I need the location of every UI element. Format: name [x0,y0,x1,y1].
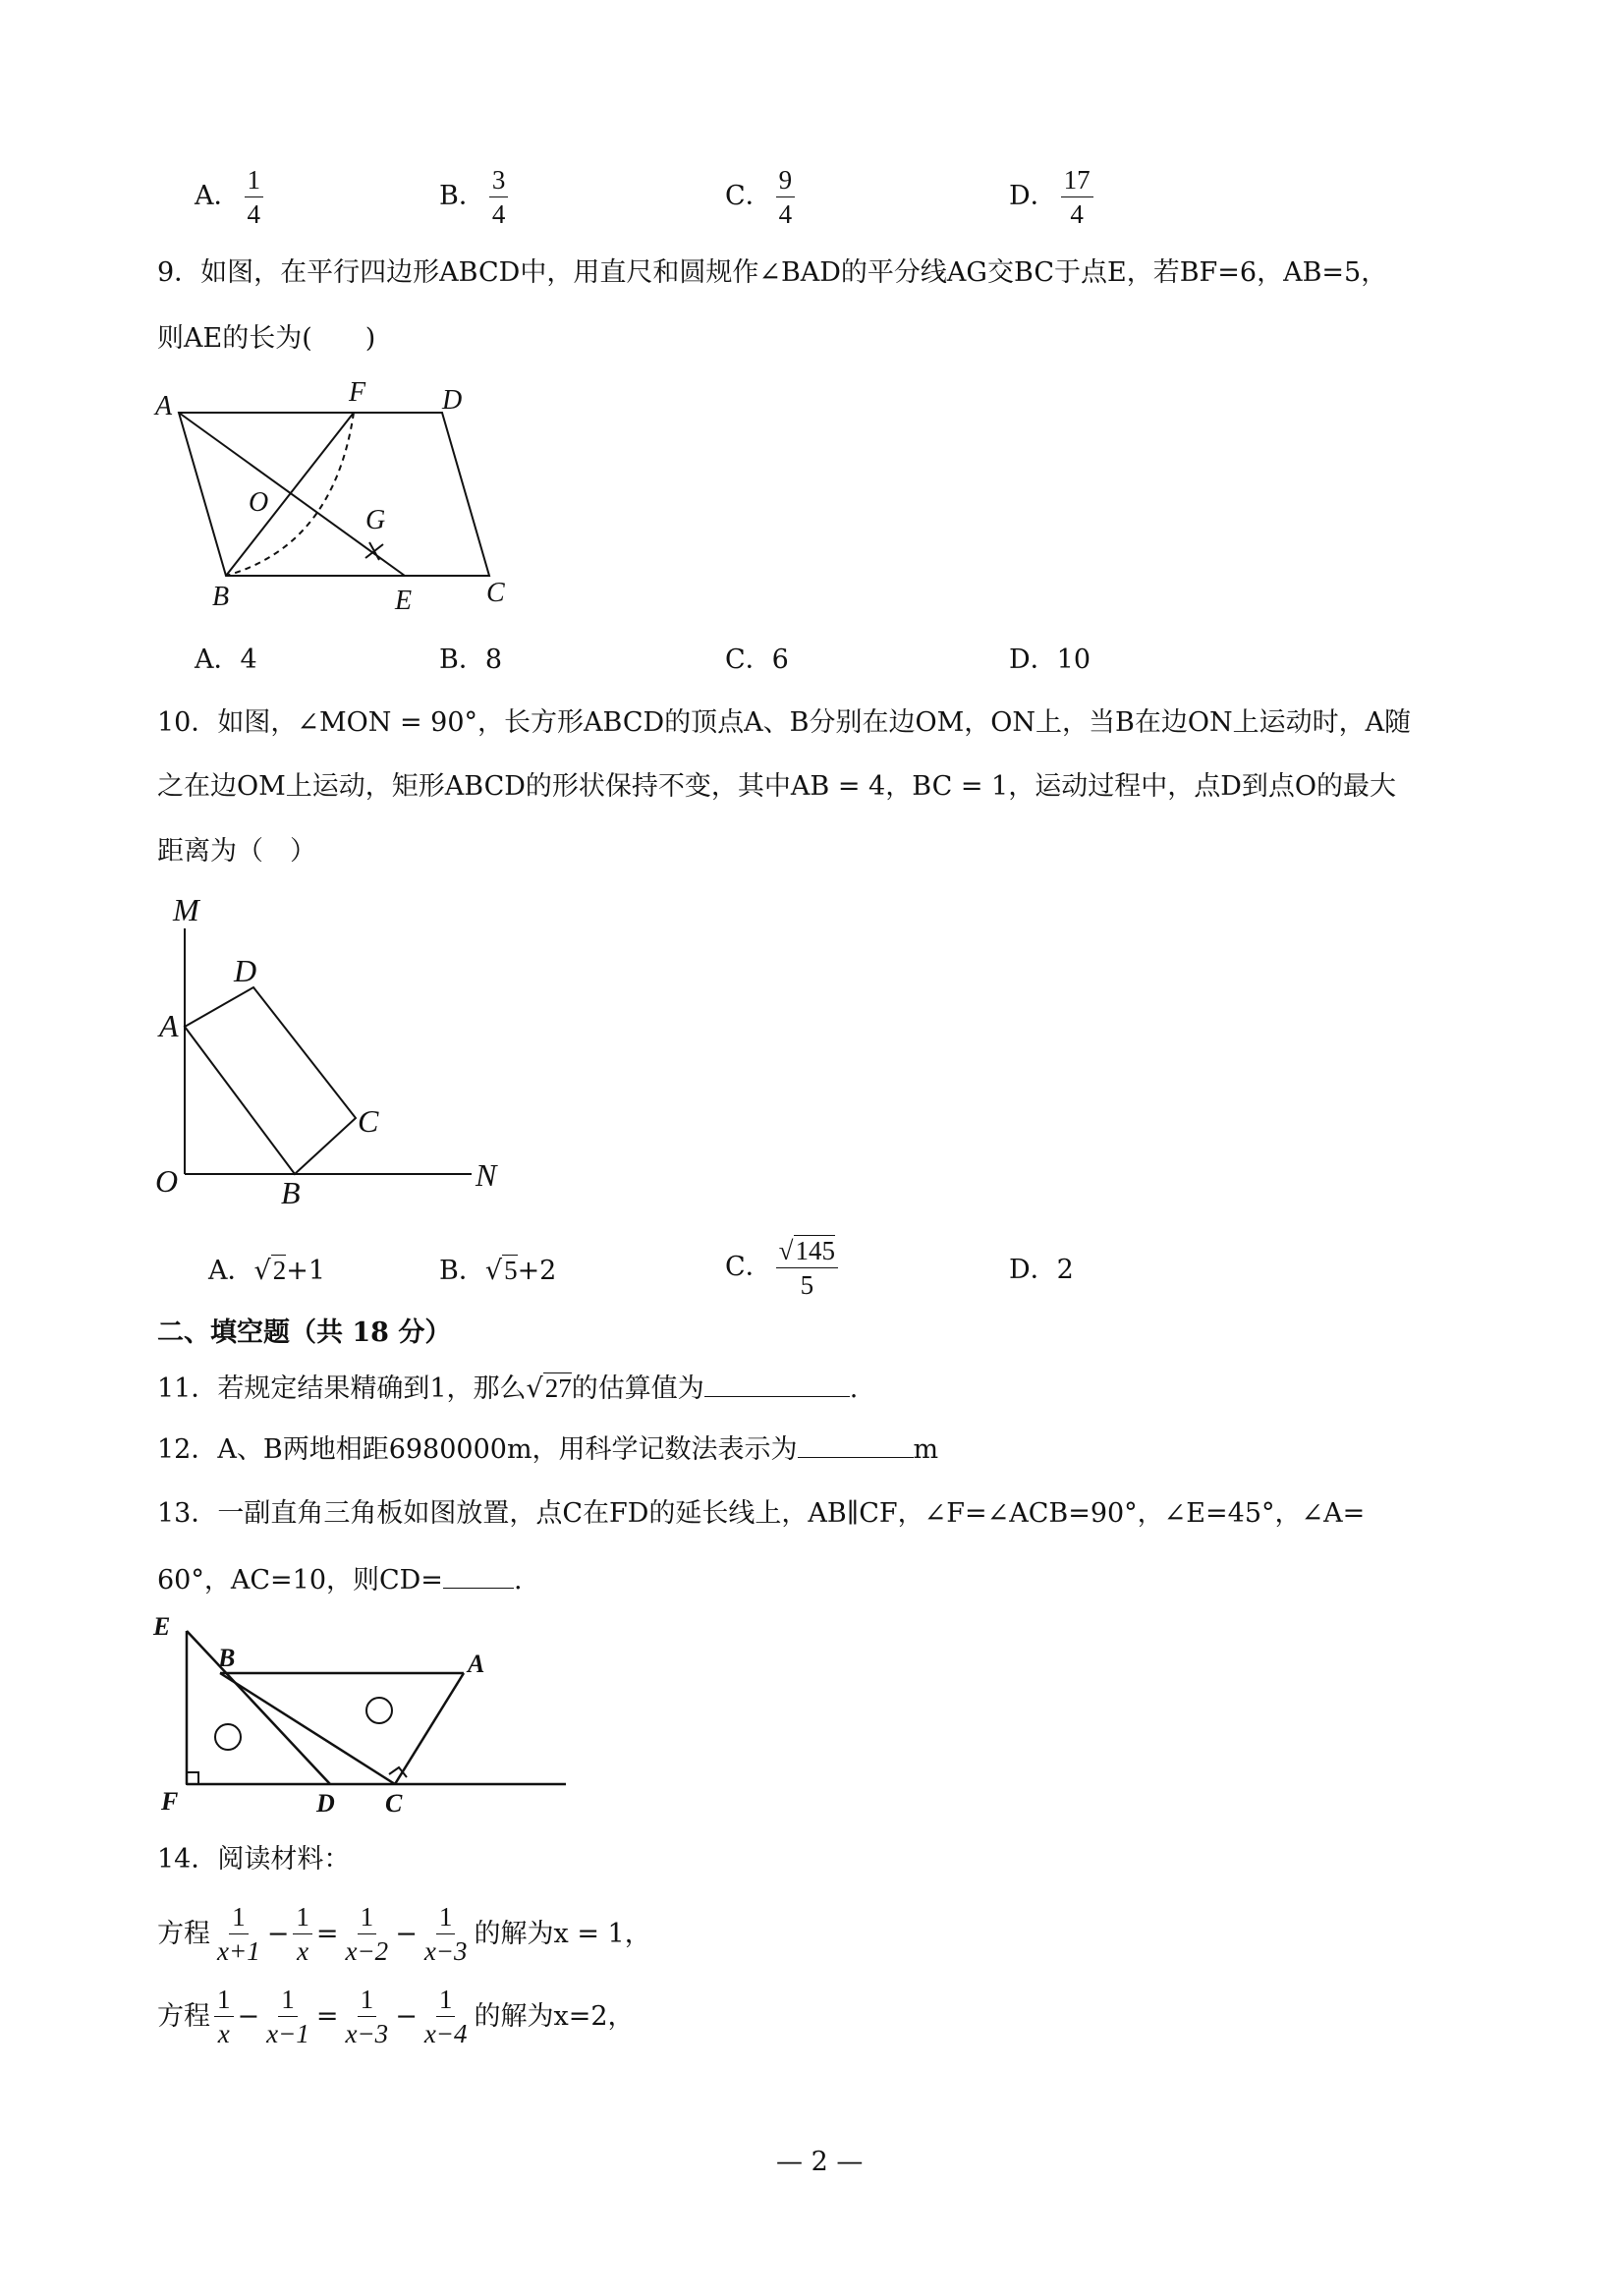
page-number: — 2 — [776,2147,864,2177]
q10-text-line3: 距离为（ ） [157,836,316,867]
q9-figure [147,373,540,619]
label-c: C [486,578,505,608]
label-c: C [358,1103,379,1139]
label-m: M [173,892,199,927]
label-d: D [442,385,463,416]
q10-text-line2: 之在边OM上运动，矩形ABCD的形状保持不变，其中AB = 4，BC = 1，运动过程中，点D到点O的最大 [157,771,1396,802]
label-f: F [161,1787,179,1816]
label-e: E [153,1612,171,1641]
q11-text: 11．若规定结果精确到1，那么√27的估算值为 . [157,1370,858,1408]
q10-option-b: B．√5+2 [439,1256,557,1286]
q10-figure [147,889,521,1213]
q13-text-line2: 60°，AC=10，则CD= . [157,1562,523,1599]
q13-text-line1: 13．一副直角三角板如图放置，点C在FD的延长线上，AB∥CF，∠F=∠ACB=90°，∠E=45°，∠A= [157,1498,1366,1529]
label-a: A [468,1650,485,1678]
label-g: G [365,505,386,535]
q10-text-line1: 10．如图，∠MON = 90°，长方形ABCD的顶点A、B分别在边OM，ON上，当B在边ON上运动时，A随 [157,707,1412,738]
q8-option-c: C． $\frac{9}{4}$ [725,163,799,231]
q9-option-b: B．8 [439,644,503,675]
q10-option-d: D．2 [1009,1255,1074,1285]
q10-option-a: A．√2+1 [208,1256,326,1286]
label-d: D [234,953,257,988]
label-o: O [249,487,269,518]
label-b: B [281,1175,301,1210]
label-d: D [316,1789,335,1818]
segment-ac [395,1673,464,1784]
q8-option-b: B． $\frac{3}{4}$ [439,163,512,231]
label-e: E [395,586,413,616]
q13-figure [147,1611,580,1822]
q14-equation-2: 方程 $\frac{1}{x}$ − $\frac{1}{x-1}$ = $\frac{1}{x-3}$ − $\frac{1}{x-4}$ 的解为x=2， [157,1985,635,2048]
triangle-hole-2 [366,1698,392,1723]
q13-answer-blank [443,1562,514,1589]
q12-text: 12．A、B两地相距6980000m，用科学记数法表示为 m [157,1431,938,1469]
label-b: B [218,1644,236,1672]
segment-ae [179,413,405,576]
right-angle-f [187,1772,198,1784]
label-n: N [476,1157,497,1193]
q14-title: 14．阅读材料： [157,1844,351,1875]
q11-answer-blank [704,1371,850,1397]
q9-option-d: D．10 [1009,644,1091,675]
segment-ed [187,1631,330,1784]
label-a: A [155,391,173,421]
q9-text-line1: 9．如图，在平行四边形ABCD中，用直尺和圆规作∠BAD的平分线AG交BC于点E，若BF=6，AB=5， [157,257,1388,288]
rectangle-abcd [185,987,356,1174]
triangle-hole-1 [215,1724,241,1750]
label-b: B [212,582,230,612]
q8-option-d: D． $\frac{17}{4}$ [1009,163,1097,231]
segment-bf [226,413,354,576]
q14-equation-1: 方程 $\frac{1}{x+1}$ − $\frac{1}{x}$ = $\frac{1}{x-2}$ − $\frac{1}{x-3}$ 的解为x = 1， [157,1902,651,1966]
q8-option-a: A． $\frac{1}{4}$ [195,163,267,231]
q9-option-a: A．4 [195,644,257,675]
label-f: F [349,377,366,408]
label-c: C [385,1789,403,1818]
section-heading: 二、填空题（共 18 分） [157,1317,452,1348]
label-a: A [159,1008,179,1043]
q10-option-c: C． $\frac{√145}{5}$ [725,1234,842,1302]
q12-answer-blank [798,1431,914,1458]
label-o: O [155,1163,179,1199]
q9-option-c: C．6 [725,644,789,675]
q9-text-line2: 则AE的长为( ) [157,323,376,354]
segment-bc [220,1673,395,1784]
